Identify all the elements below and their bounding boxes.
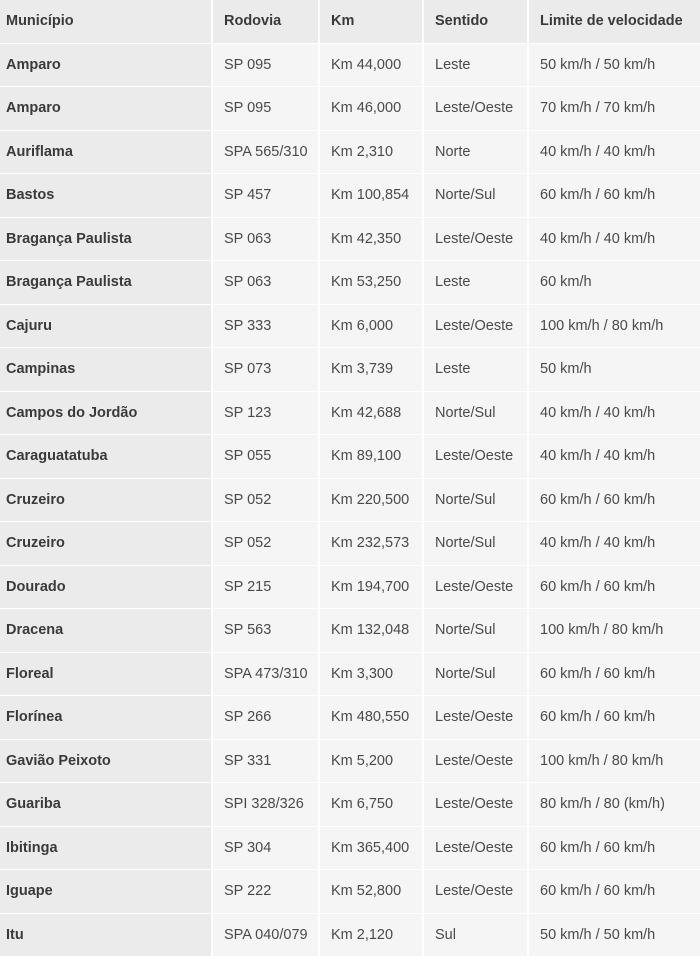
cell-limite: 60 km/h bbox=[529, 261, 700, 305]
cell-rodovia: SP 333 bbox=[213, 305, 320, 349]
cell-km: Km 44,000 bbox=[320, 44, 424, 88]
table-row bbox=[0, 609, 700, 653]
cell-limite: 60 km/h / 60 km/h bbox=[529, 653, 700, 697]
cell-sentido: Leste bbox=[424, 261, 529, 305]
cell-municipio: Floreal bbox=[0, 653, 213, 697]
cell-municipio: Ibitinga bbox=[0, 827, 213, 871]
cell-km: Km 46,000 bbox=[320, 87, 424, 131]
table-row bbox=[0, 783, 700, 827]
table-row bbox=[0, 392, 700, 436]
cell-limite: 100 km/h / 80 km/h bbox=[529, 740, 700, 784]
cell-km: Km 6,000 bbox=[320, 305, 424, 349]
cell-municipio: Iguape bbox=[0, 870, 213, 914]
cell-municipio: Caraguatatuba bbox=[0, 435, 213, 479]
cell-limite: 40 km/h / 40 km/h bbox=[529, 435, 700, 479]
cell-km: Km 89,100 bbox=[320, 435, 424, 479]
cell-km: Km 6,750 bbox=[320, 783, 424, 827]
table-row bbox=[0, 827, 700, 871]
table-row bbox=[0, 522, 700, 566]
cell-sentido: Leste/Oeste bbox=[424, 218, 529, 262]
cell-municipio: Cruzeiro bbox=[0, 479, 213, 523]
cell-limite: 50 km/h / 50 km/h bbox=[529, 914, 700, 958]
cell-sentido: Leste/Oeste bbox=[424, 870, 529, 914]
cell-municipio: Dourado bbox=[0, 566, 213, 610]
header-sentido: Sentido bbox=[424, 0, 529, 44]
cell-km: Km 52,800 bbox=[320, 870, 424, 914]
cell-limite: 50 km/h / 50 km/h bbox=[529, 44, 700, 88]
header-km: Km bbox=[320, 0, 424, 44]
table-row bbox=[0, 87, 700, 131]
cell-km: Km 5,200 bbox=[320, 740, 424, 784]
cell-km: Km 194,700 bbox=[320, 566, 424, 610]
cell-rodovia: SP 304 bbox=[213, 827, 320, 871]
table-row bbox=[0, 305, 700, 349]
table-row bbox=[0, 131, 700, 175]
cell-rodovia: SP 063 bbox=[213, 218, 320, 262]
table-row bbox=[0, 261, 700, 305]
header-row bbox=[0, 0, 700, 44]
cell-km: Km 132,048 bbox=[320, 609, 424, 653]
cell-km: Km 480,550 bbox=[320, 696, 424, 740]
cell-municipio: Campinas bbox=[0, 348, 213, 392]
cell-municipio: Amparo bbox=[0, 44, 213, 88]
table-row bbox=[0, 914, 700, 958]
cell-km: Km 100,854 bbox=[320, 174, 424, 218]
cell-limite: 60 km/h / 60 km/h bbox=[529, 566, 700, 610]
cell-limite: 60 km/h / 60 km/h bbox=[529, 696, 700, 740]
cell-rodovia: SP 073 bbox=[213, 348, 320, 392]
cell-sentido: Leste/Oeste bbox=[424, 305, 529, 349]
cell-sentido: Leste/Oeste bbox=[424, 87, 529, 131]
cell-km: Km 3,739 bbox=[320, 348, 424, 392]
cell-sentido: Norte/Sul bbox=[424, 609, 529, 653]
cell-limite: 70 km/h / 70 km/h bbox=[529, 87, 700, 131]
table-row bbox=[0, 44, 700, 88]
cell-rodovia: SP 052 bbox=[213, 479, 320, 523]
cell-sentido: Norte/Sul bbox=[424, 522, 529, 566]
cell-sentido: Norte bbox=[424, 131, 529, 175]
table-row bbox=[0, 740, 700, 784]
cell-sentido: Leste/Oeste bbox=[424, 740, 529, 784]
cell-rodovia: SPI 328/326 bbox=[213, 783, 320, 827]
cell-rodovia: SP 095 bbox=[213, 44, 320, 88]
cell-sentido: Leste bbox=[424, 44, 529, 88]
cell-km: Km 232,573 bbox=[320, 522, 424, 566]
cell-sentido: Leste/Oeste bbox=[424, 827, 529, 871]
cell-rodovia: SPA 040/079 bbox=[213, 914, 320, 958]
cell-km: Km 2,120 bbox=[320, 914, 424, 958]
cell-sentido: Leste/Oeste bbox=[424, 696, 529, 740]
cell-sentido: Norte/Sul bbox=[424, 392, 529, 436]
cell-rodovia: SP 457 bbox=[213, 174, 320, 218]
cell-sentido: Leste/Oeste bbox=[424, 783, 529, 827]
table-row bbox=[0, 479, 700, 523]
table-header bbox=[0, 0, 700, 44]
cell-rodovia: SP 215 bbox=[213, 566, 320, 610]
cell-municipio: Dracena bbox=[0, 609, 213, 653]
header-municipio: Município bbox=[0, 0, 213, 44]
cell-municipio: Bragança Paulista bbox=[0, 261, 213, 305]
cell-rodovia: SP 055 bbox=[213, 435, 320, 479]
cell-rodovia: SPA 473/310 bbox=[213, 653, 320, 697]
cell-rodovia: SP 052 bbox=[213, 522, 320, 566]
table-row bbox=[0, 435, 700, 479]
header-rodovia: Rodovia bbox=[213, 0, 320, 44]
header-limite: Limite de velocidade bbox=[529, 0, 700, 44]
cell-municipio: Cajuru bbox=[0, 305, 213, 349]
cell-municipio: Cruzeiro bbox=[0, 522, 213, 566]
cell-limite: 40 km/h / 40 km/h bbox=[529, 218, 700, 262]
cell-municipio: Florínea bbox=[0, 696, 213, 740]
cell-limite: 80 km/h / 80 (km/h) bbox=[529, 783, 700, 827]
cell-limite: 60 km/h / 60 km/h bbox=[529, 479, 700, 523]
cell-km: Km 42,688 bbox=[320, 392, 424, 436]
cell-limite: 40 km/h / 40 km/h bbox=[529, 131, 700, 175]
cell-municipio: Auriflama bbox=[0, 131, 213, 175]
cell-rodovia: SP 063 bbox=[213, 261, 320, 305]
cell-limite: 60 km/h / 60 km/h bbox=[529, 827, 700, 871]
table-row bbox=[0, 870, 700, 914]
cell-km: Km 53,250 bbox=[320, 261, 424, 305]
table-row bbox=[0, 653, 700, 697]
table-row bbox=[0, 696, 700, 740]
table-row bbox=[0, 218, 700, 262]
cell-rodovia: SP 222 bbox=[213, 870, 320, 914]
cell-limite: 50 km/h bbox=[529, 348, 700, 392]
cell-rodovia: SP 095 bbox=[213, 87, 320, 131]
cell-rodovia: SP 331 bbox=[213, 740, 320, 784]
table-row bbox=[0, 348, 700, 392]
cell-km: Km 3,300 bbox=[320, 653, 424, 697]
cell-sentido: Norte/Sul bbox=[424, 653, 529, 697]
cell-sentido: Norte/Sul bbox=[424, 479, 529, 523]
cell-rodovia: SP 563 bbox=[213, 609, 320, 653]
cell-rodovia: SP 123 bbox=[213, 392, 320, 436]
table-row bbox=[0, 174, 700, 218]
cell-limite: 100 km/h / 80 km/h bbox=[529, 609, 700, 653]
cell-km: Km 220,500 bbox=[320, 479, 424, 523]
cell-rodovia: SPA 565/310 bbox=[213, 131, 320, 175]
cell-municipio: Itu bbox=[0, 914, 213, 958]
cell-municipio: Bastos bbox=[0, 174, 213, 218]
cell-limite: 100 km/h / 80 km/h bbox=[529, 305, 700, 349]
cell-sentido: Norte/Sul bbox=[424, 174, 529, 218]
cell-rodovia: SP 266 bbox=[213, 696, 320, 740]
cell-municipio: Amparo bbox=[0, 87, 213, 131]
cell-limite: 60 km/h / 60 km/h bbox=[529, 870, 700, 914]
cell-municipio: Guariba bbox=[0, 783, 213, 827]
cell-limite: 40 km/h / 40 km/h bbox=[529, 392, 700, 436]
cell-sentido: Leste/Oeste bbox=[424, 435, 529, 479]
cell-sentido: Leste/Oeste bbox=[424, 566, 529, 610]
cell-limite: 60 km/h / 60 km/h bbox=[529, 174, 700, 218]
cell-km: Km 2,310 bbox=[320, 131, 424, 175]
table-row bbox=[0, 566, 700, 610]
cell-municipio: Campos do Jordão bbox=[0, 392, 213, 436]
cell-km: Km 365,400 bbox=[320, 827, 424, 871]
cell-sentido: Leste bbox=[424, 348, 529, 392]
cell-km: Km 42,350 bbox=[320, 218, 424, 262]
cell-municipio: Gavião Peixoto bbox=[0, 740, 213, 784]
table-body bbox=[0, 44, 700, 958]
cell-limite: 40 km/h / 40 km/h bbox=[529, 522, 700, 566]
cell-municipio: Bragança Paulista bbox=[0, 218, 213, 262]
cell-sentido: Sul bbox=[424, 914, 529, 958]
